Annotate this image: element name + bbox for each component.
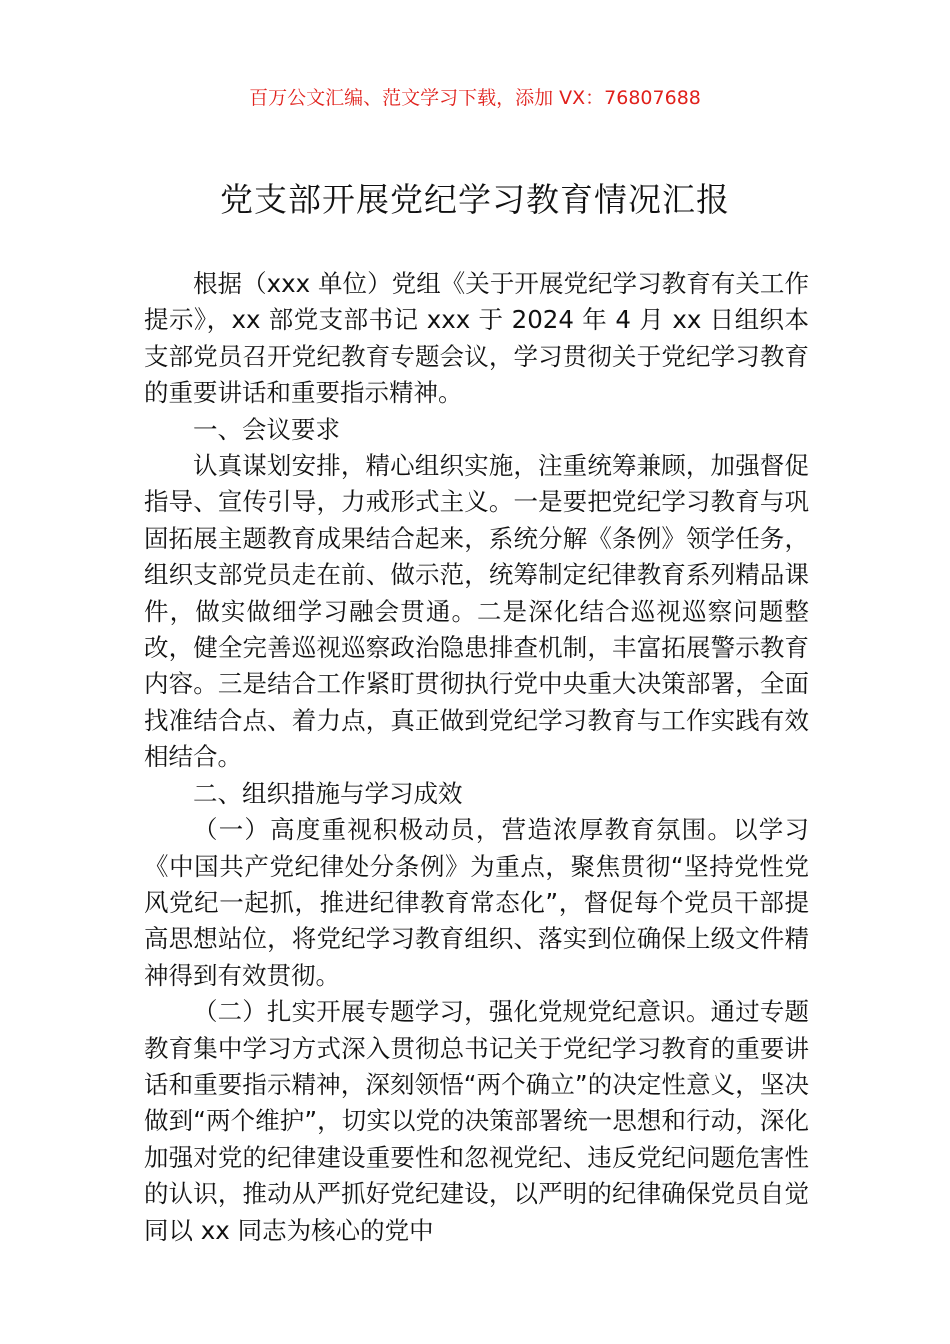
paragraph-requirements: 认真谋划安排，精心组织实施，注重统筹兼顾，加强督促指导、宣传引导，力戒形式主义。一是要把党纪学习教育与巩固拓展主题教育成果结合起来，系统分解《条例》领学任务，组织支部党员走在前、做示范，统筹制定纪律教育系列精品课件，做实做细学习融会贯通。二是深化结合巡视巡察问题整改，健全完善巡视巡察政治隐患排查机制，丰富拓展警示教育内容。三是结合工作紧盯贯彻执行党中央重大决策部署，全面找准结合点、着力点，真正做到党纪学习教育与工作实践有效相结合。 <box>144 451 809 772</box>
paragraph-intro: 根据（xxx 单位）党组《关于开展党纪学习教育有关工作提示》，xx 部党支部书记 xxx 于 2024 年 4 月 xx 日组织本支部党员召开党纪教育专题会议，学习贯彻关于党纪学习教育的重要讲话和重要指示精神。 <box>144 269 809 408</box>
paragraph-measure-1: （一）高度重视积极动员，营造浓厚教育氛围。以学习《中国共产党纪律处分条例》为重点，聚焦贯彻“坚持党性党风党纪一起抓，推进纪律教育常态化”，督促每个党员干部提高思想站位，将党纪学习教育组织、落实到位确保上级文件精神得到有效贯彻。 <box>144 815 809 990</box>
section-heading-meeting-requirements: 一、会议要求 <box>193 414 340 444</box>
section-heading-measures: 二、组织措施与学习成效 <box>193 778 463 808</box>
document-body <box>144 266 809 1249</box>
paragraph-measure-2: （二）扎实开展专题学习，强化党规党纪意识。通过专题教育集中学习方式深入贯彻总书记关于党纪学习教育的重要讲话和重要指示精神，深刻领悟“两个确立”的决定性意义，坚决做到“两个维护”，切实以党的决策部署统一思想和行动，深化加强对党的纪律建设重要性和忽视党纪、违反党纪问题危害性的认识，推动从严抓好党纪建设，以严明的纪律确保党员自觉同以 xx 同志为核心的党中 <box>144 997 809 1245</box>
document-title: 党支部开展党纪学习教育情况汇报 <box>220 180 730 219</box>
header-note: 百万公文汇编、范文学习下载，添加 VX：76807688 <box>249 87 701 109</box>
